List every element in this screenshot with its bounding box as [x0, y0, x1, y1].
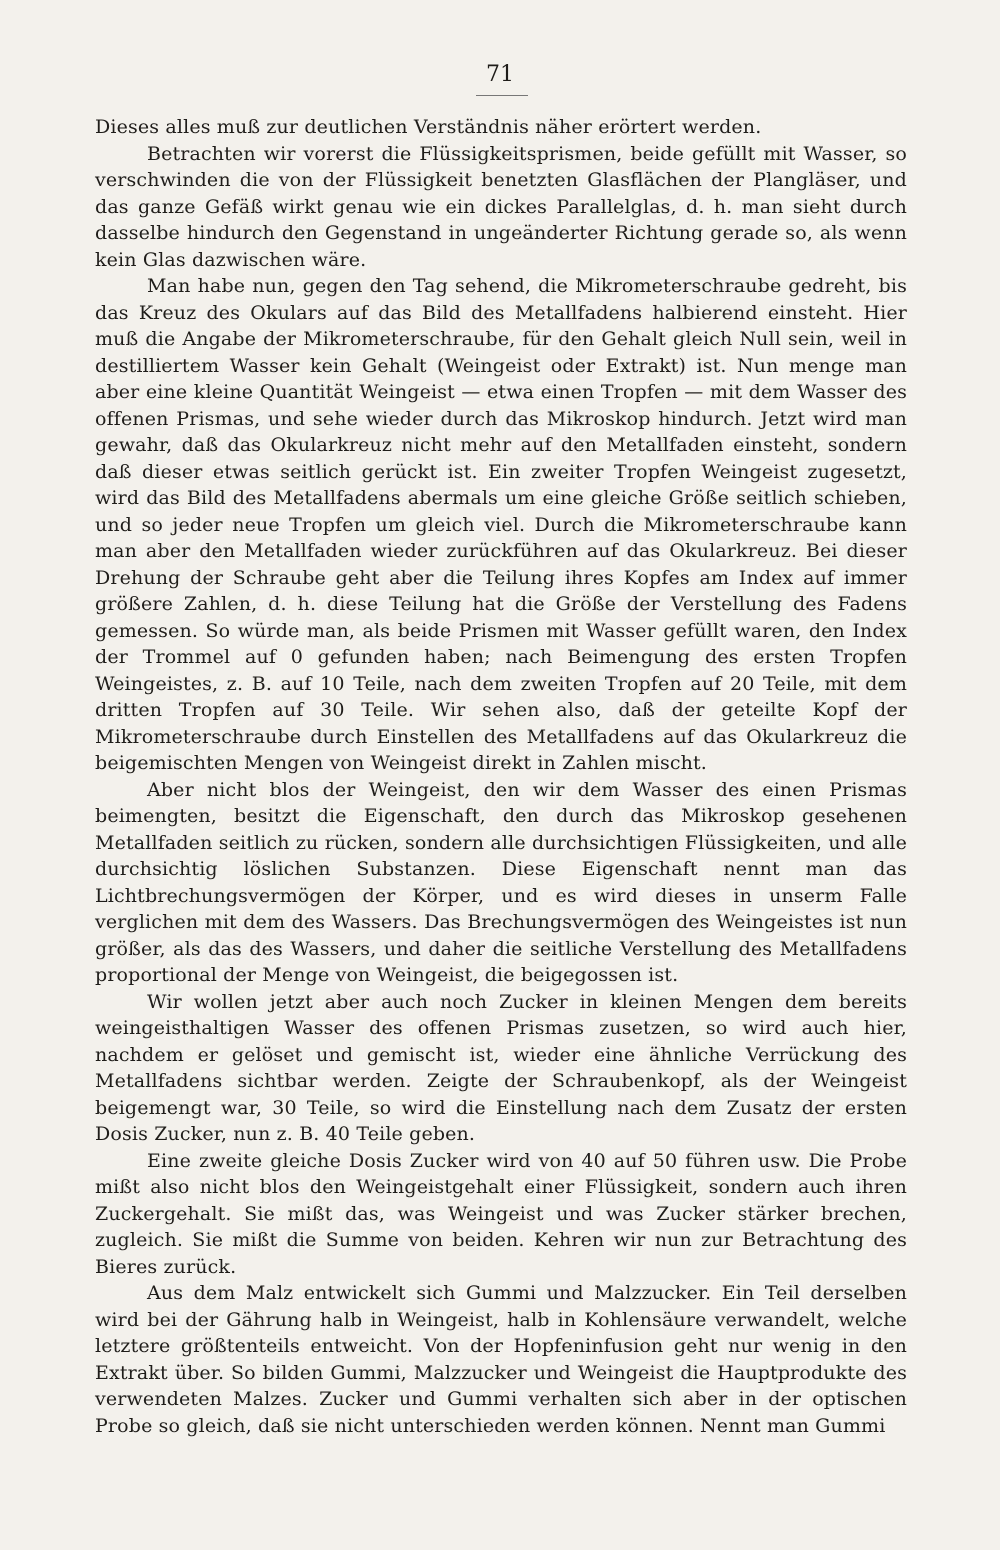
page-number: 71 — [486, 62, 514, 87]
paragraph: Aber nicht blos der Weingeist, den wir dem Wasser des einen Prismas beimengten, besitzt die Eigenschaft, den durch das Mikroskop gesehenen Metallfaden seitlich zu rücken, sondern alle durchsichtigen Flüssigkeiten, und alle durchsichtig löslichen Substanzen. Diese Eigenschaft nennt man das Lichtbrechungsvermögen der Körper, und es wird dieses in unserm Falle verglichen mit dem des Wassers. Das Brechungsvermögen des Weingeistes ist nun größer, als das des Wassers, und daher die seitliche Verstellung des Metallfadens proportional der Menge von Weingeist, die beigegossen ist. — [95, 778, 907, 986]
paragraph: Betrachten wir vorerst die Flüssigkeitsprismen, beide gefüllt mit Wasser, so verschwinden die von der Flüssigkeit benetzten Glasflächen der Plangläser, und das ganze Gefäß wirkt genau wie ein dickes Parallelglas, d. h. man sieht durch dasselbe hindurch den Gegenstand in ungeänderter Richtung gerade so, als wenn kein Glas dazwischen wäre. — [95, 142, 907, 271]
paragraph: Wir wollen jetzt aber auch noch Zucker in kleinen Mengen dem bereits weingeisthaltigen Wasser des offenen Prismas zusetzen, so wird auch hier, nachdem er gelöset und gemischt ist, wieder eine ähnliche Verrückung des Metallfadens sichtbar werden. Zeigte der Schraubenkopf, als der Weingeist beigemengt war, 30 Teile, so wird die Einstellung nach dem Zusatz der ersten Dosis Zucker, nun z. B. 40 Teile geben. — [95, 990, 907, 1145]
paragraph: Dieses alles muß zur deutlichen Verständnis näher erörtert werden. — [95, 116, 762, 138]
body-text — [95, 114, 907, 1439]
paragraph: Man habe nun, gegen den Tag sehend, die Mikrometerschraube gedreht, bis das Kreuz des Okulars auf das Bild des Metallfadens halbierend einsteht. Hier muß die Angabe der Mikrometerschraube, für den Gehalt gleich Null sein, weil in destilliertem Wasser kein Gehalt (Weingeist oder Extrakt) ist. Nun menge man aber eine kleine Quantität Weingeist — etwa einen Tropfen — mit dem Wasser des offenen Prismas, und sehe wieder durch das Mikroskop hindurch. Jetzt wird man gewahr, daß das Okularkreuz nicht mehr auf den Metallfaden einsteht, sondern daß dieser etwas seitlich gerückt ist. Ein zweiter Tropfen Weingeist zugesetzt, wird das Bild des Metallfadens abermals um eine gleiche Größe seitlich schieben, und so jeder neue Tropfen um gleich viel. Durch die Mikrometerschraube kann man aber den Metallfaden wieder zurückführen auf das Okularkreuz. Bei dieser Drehung der Schraube geht aber die Teilung ihres Kopfes am Index auf immer größere Zahlen, d. h. diese Teilung hat die Größe der Verstellung des Fadens gemessen. So würde man, als beide Prismen mit Wasser gefüllt waren, den Index der Trommel auf 0 gefunden haben; nach Beimengung des ersten Tropfen Weingeistes, z. B. auf 10 Teile, nach dem zweiten Tropfen auf 20 Teile, mit dem dritten Tropfen auf 30 Teile. Wir sehen also, daß der geteilte Kopf der Mikrometerschraube durch Einstellen des Metallfadens auf das Okularkreuz die beigemischten Mengen von Weingeist direkt in Zahlen mischt. — [95, 275, 907, 774]
paragraph: Aus dem Malz entwickelt sich Gummi und Malzzucker. Ein Teil derselben wird bei der Gährung halb in Weingeist, halb in Kohlensäure verwandelt, welche letztere größtenteils entweicht. Von der Hopfeninfusion geht nur wenig in den Extrakt über. So bilden Gummi, Malzzucker und Weingeist die Hauptprodukte des verwendeten Malzes. Zucker und Gummi verhalten sich aber in der optischen Probe so gleich, daß sie nicht unterschieden werden können. Nennt man Gummi — [95, 1282, 907, 1437]
header-rule — [476, 95, 528, 96]
paragraph: Eine zweite gleiche Dosis Zucker wird von 40 auf 50 führen usw. Die Probe mißt also nicht blos den Weingeistgehalt einer Flüssigkeit, sondern auch ihren Zuckergehalt. Sie mißt das, was Weingeist und was Zucker stärker brechen, zugleich. Sie mißt die Summe von beiden. Kehren wir nun zur Betrachtung des Bieres zurück. — [95, 1149, 907, 1278]
